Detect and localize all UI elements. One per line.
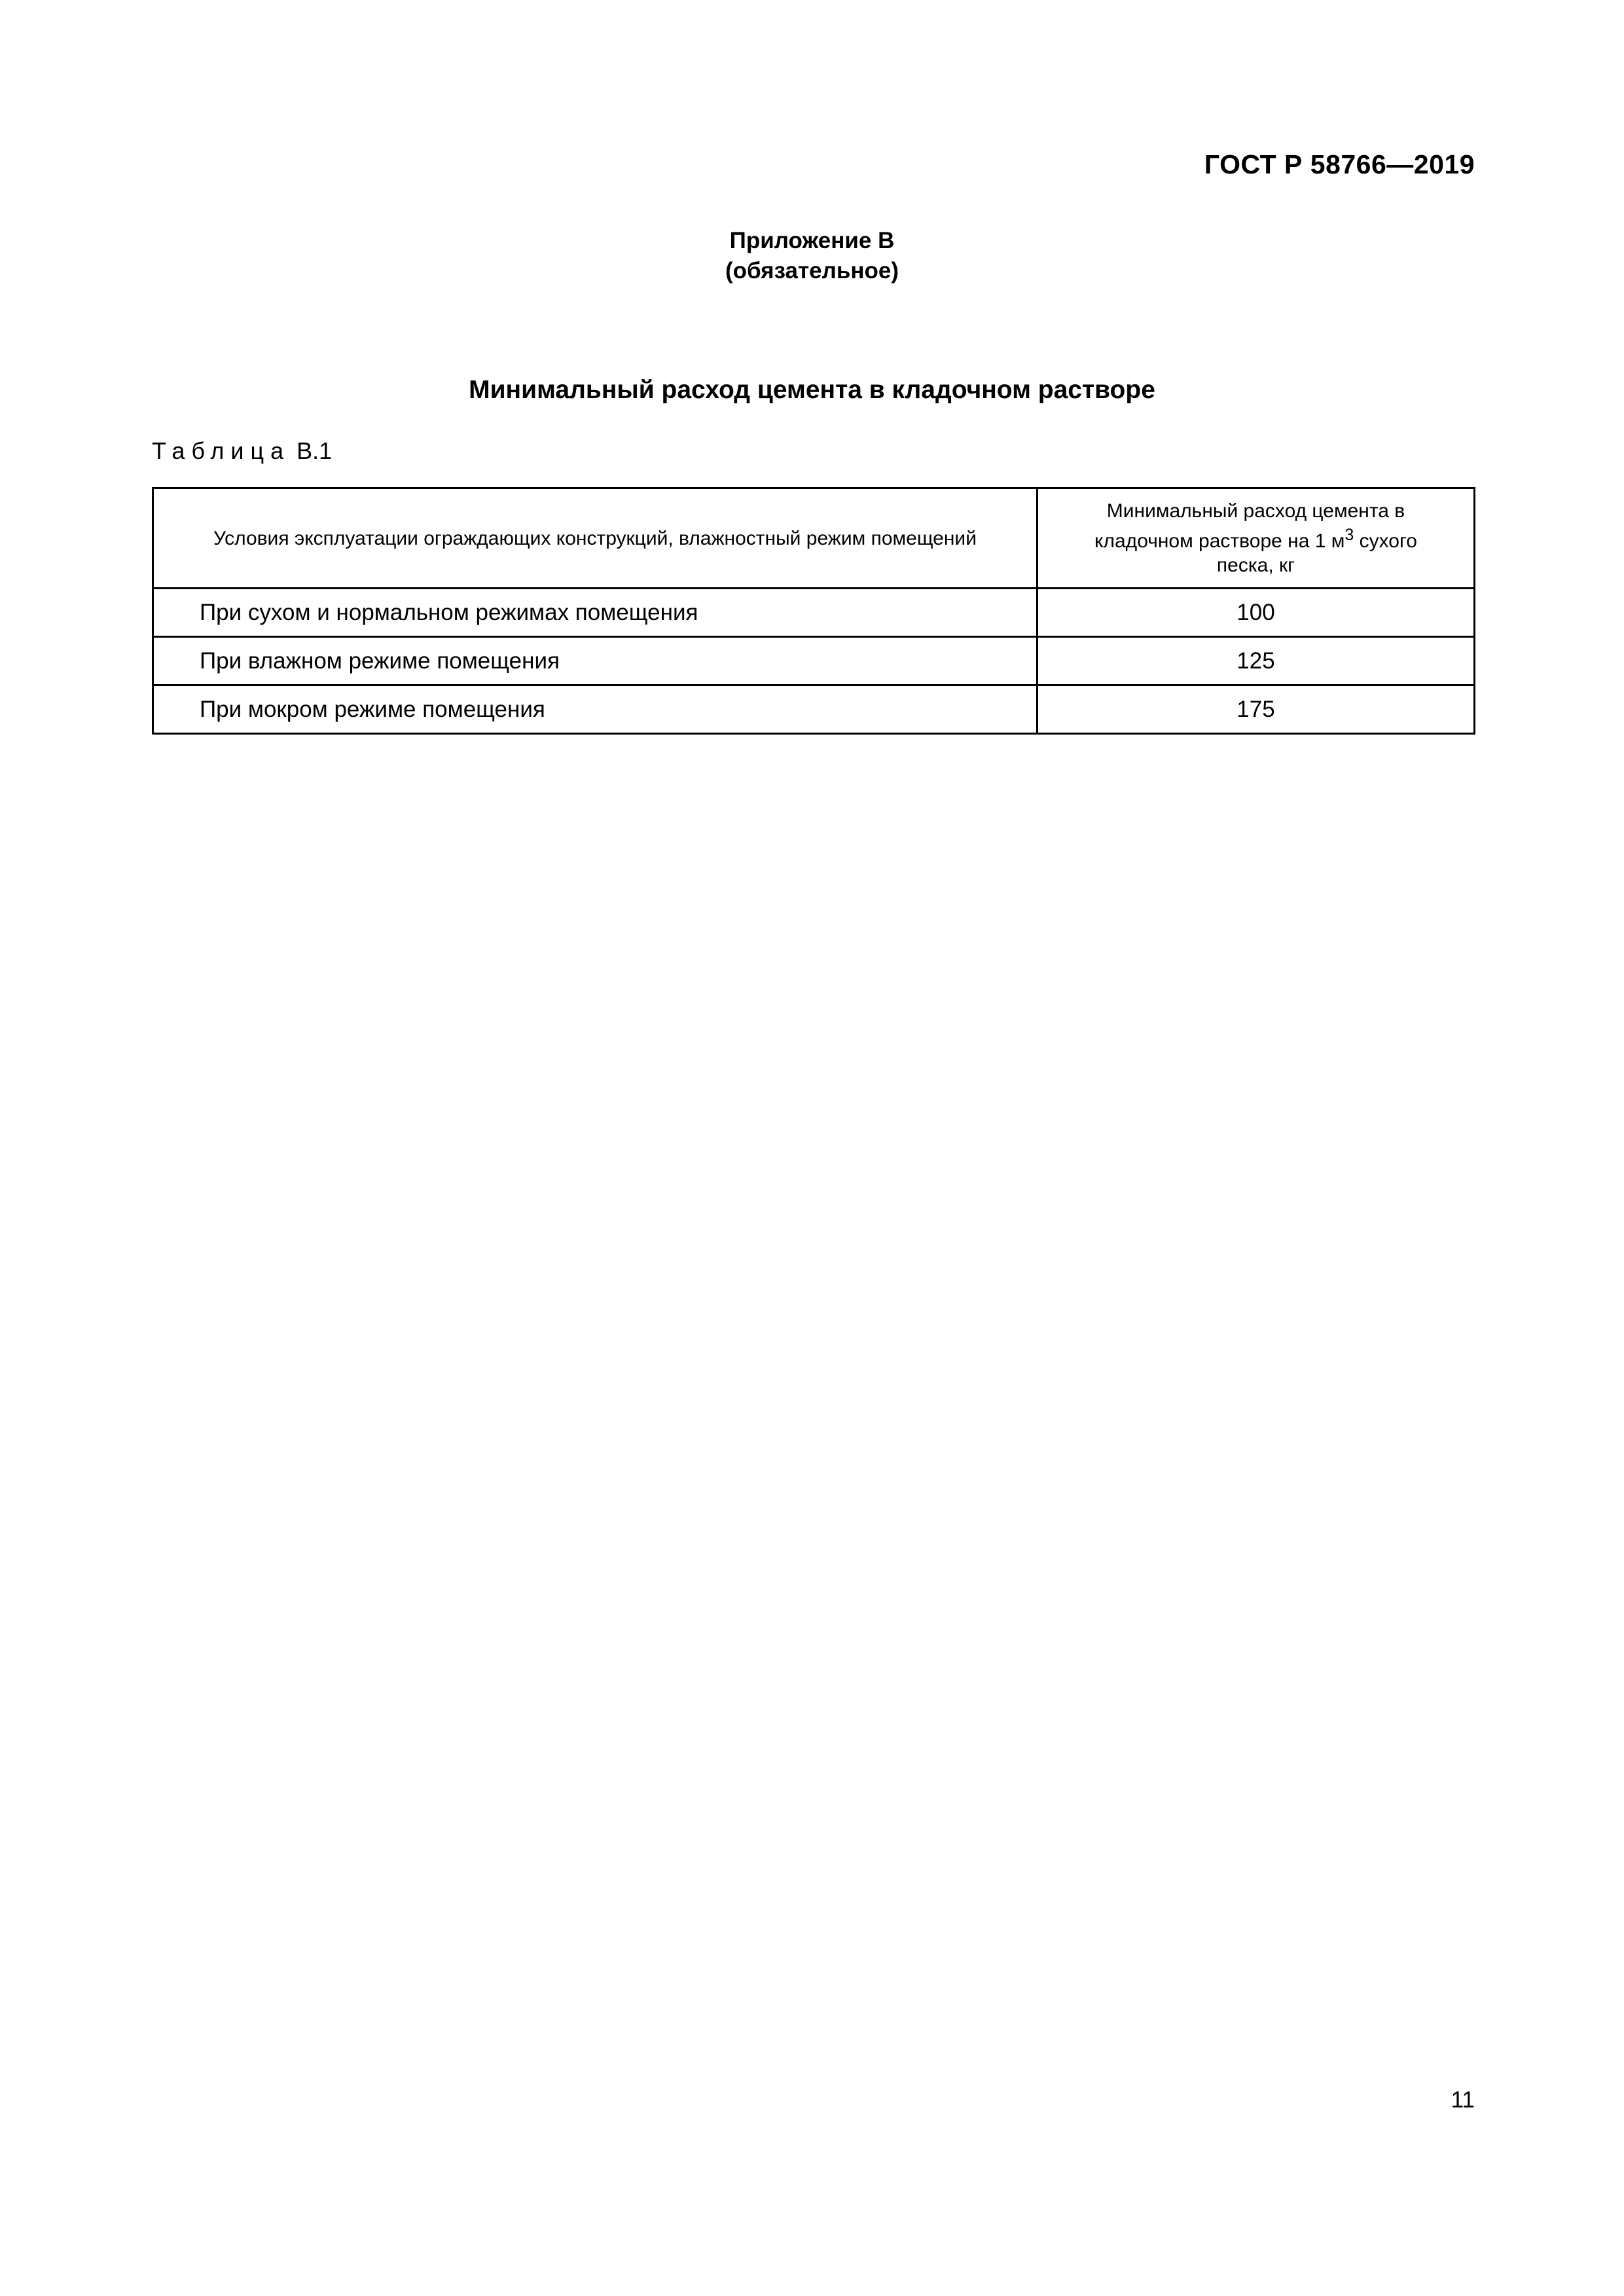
row-condition: При мокром режиме помещения [153,685,1038,734]
column-header-cement [1038,488,1475,589]
cement-consumption-table [152,487,1475,735]
section-title: Минимальный расход цемента в кладочном растворе [469,376,1155,404]
page-number: 11 [1451,2087,1475,2113]
column-header-cement-sup: 3 [1344,526,1354,544]
table-caption-word: Таблица [152,437,291,464]
appendix-status: (обязательное) [725,258,899,283]
column-header-conditions-text: Условия эксплуатации ограждающих конструкций, влажностный режим помещений [213,527,977,549]
document-code: ГОСТ Р 58766—2019 [1204,149,1475,179]
column-header-cement-post: сухого песка, кг [1216,530,1417,576]
table-row [153,685,1475,734]
row-condition: При сухом и нормальном режимах помещения [153,589,1038,637]
column-header-conditions [153,488,1038,589]
table-row [153,589,1475,637]
table-row [153,637,1475,685]
column-header-cement-text [1038,499,1473,577]
row-value: 125 [1038,637,1475,685]
row-value: 175 [1038,685,1475,734]
column-header-cement-pre: Минимальный расход цемента в кладочном растворе на 1 м [1094,500,1405,552]
table-caption [152,437,332,465]
row-value: 100 [1038,589,1475,637]
row-condition: При влажном режиме помещения [153,637,1038,685]
appendix-title: Приложение В [729,228,895,253]
table-header-row [153,488,1475,589]
appendix-heading [0,226,1624,286]
table-caption-number: В.1 [297,437,333,464]
